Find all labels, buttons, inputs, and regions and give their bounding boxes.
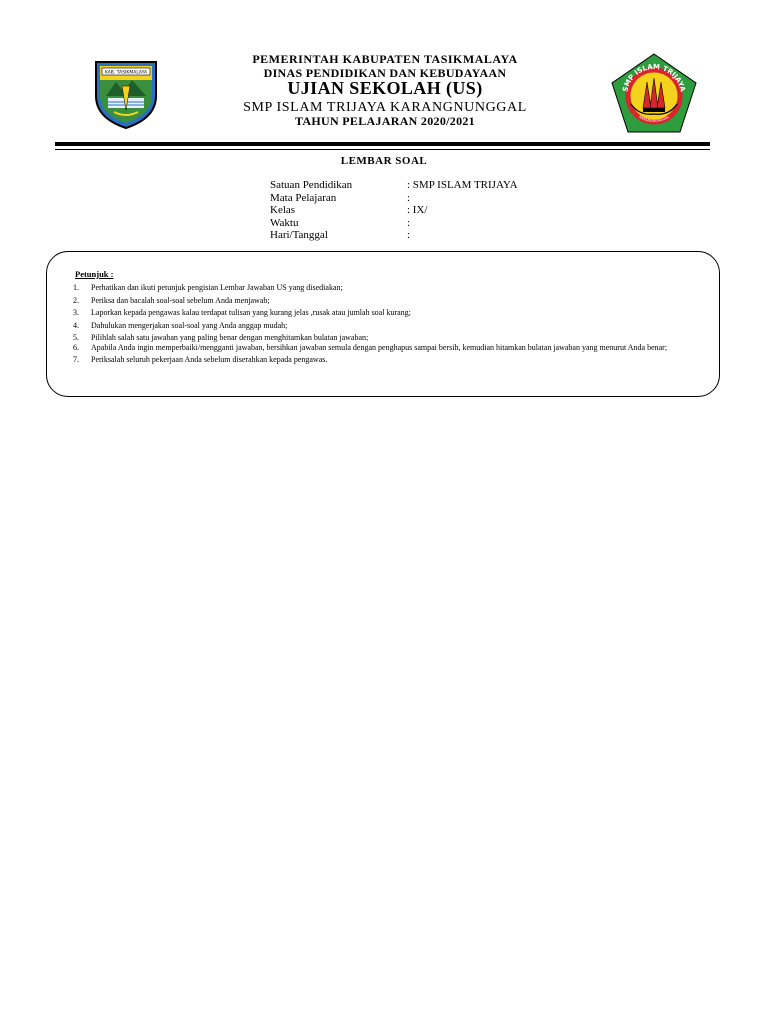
document-title: LEMBAR SOAL bbox=[340, 155, 428, 167]
info-label: Satuan Pendidikan bbox=[270, 179, 353, 191]
info-label: Hari/Tanggal bbox=[270, 229, 328, 241]
item-text: Laporkan kepada pengawas kalau terdapat tulisan yang kurang jelas ,rusak atau jumlah soal kurang; bbox=[91, 308, 411, 317]
tasikmalaya-emblem-icon bbox=[92, 56, 160, 130]
svg-text:KAB. TASIKMALAYA: KAB. TASIKMALAYA bbox=[104, 70, 148, 76]
info-label: Mata Pelajaran bbox=[270, 191, 337, 204]
info-label: Kelas bbox=[270, 204, 296, 216]
item-number: 2. bbox=[73, 295, 79, 305]
info-value: : bbox=[407, 216, 411, 229]
item-text: Periksalah seluruh pekerjaan Anda sebelum diserahkan kepada pengawas. bbox=[91, 355, 328, 364]
list-item bbox=[73, 333, 713, 343]
item-text: Dahulukan mengerjakan soal-soal yang Anda anggap mudah; bbox=[91, 320, 288, 330]
header-line-department: DINAS PENDIDIKAN DAN KEBUDAYAAN bbox=[263, 66, 507, 80]
item-text: Apabila Anda ingin memperbaiki/mengganti jawaban, bersihkan jawaban semula dengan penghapus sampai bersih, kemudian hitamkan bulatan jawaban yang menurut Anda benar; bbox=[91, 342, 668, 352]
svg-text:SMP ISLAM TRIJAYA: SMP ISLAM TRIJAYA bbox=[621, 62, 687, 93]
info-value: : IX/ bbox=[407, 204, 428, 216]
item-number: 3. bbox=[73, 308, 79, 317]
header-divider-thick bbox=[55, 142, 710, 146]
header-line-government: PEMERINTAH KABUPATEN TASIKMALAYA bbox=[252, 52, 518, 66]
info-label: Waktu bbox=[270, 216, 299, 229]
instructions-heading: Petunjuk : bbox=[75, 269, 114, 279]
instructions-list bbox=[73, 283, 713, 368]
list-item bbox=[73, 321, 713, 331]
item-number: 7. bbox=[73, 355, 79, 364]
info-value: : bbox=[407, 191, 411, 204]
letterhead bbox=[0, 48, 768, 140]
header-divider-thin bbox=[55, 149, 710, 150]
item-number: 6. bbox=[73, 342, 79, 352]
list-item bbox=[73, 283, 713, 293]
header-line-year: TAHUN PELAJARAN 2020/2021 bbox=[295, 114, 475, 128]
header-line-exam: UJIAN SEKOLAH (US) bbox=[287, 78, 483, 98]
list-item bbox=[73, 355, 713, 365]
item-number: 4. bbox=[73, 320, 79, 330]
instructions-box bbox=[46, 251, 720, 397]
item-number: 5. bbox=[73, 333, 79, 342]
header-line-school: SMP ISLAM TRIJAYA KARANGNUNGGAL bbox=[243, 100, 527, 115]
smp-islam-trijaya-emblem-icon bbox=[609, 52, 699, 134]
item-text: Periksa dan bacalah soal-soal sebelum Anda menjawab; bbox=[91, 295, 270, 305]
list-item bbox=[73, 296, 713, 306]
svg-text:KARANGNUNGGAL: KARANGNUNGGAL bbox=[638, 114, 670, 124]
info-value: : bbox=[407, 229, 411, 241]
info-value: : SMP ISLAM TRIJAYA bbox=[407, 179, 518, 191]
list-item bbox=[73, 343, 713, 353]
item-text: Pilihlah salah satu jawaban yang paling benar dengan menghitamkan bulatan jawaban; bbox=[91, 333, 369, 342]
item-number: 1. bbox=[73, 283, 79, 292]
list-item bbox=[73, 308, 713, 318]
item-text: Perhatikan dan ikuti petunjuk pengisian Lembar Jawaban US yang disediakan; bbox=[91, 283, 343, 292]
